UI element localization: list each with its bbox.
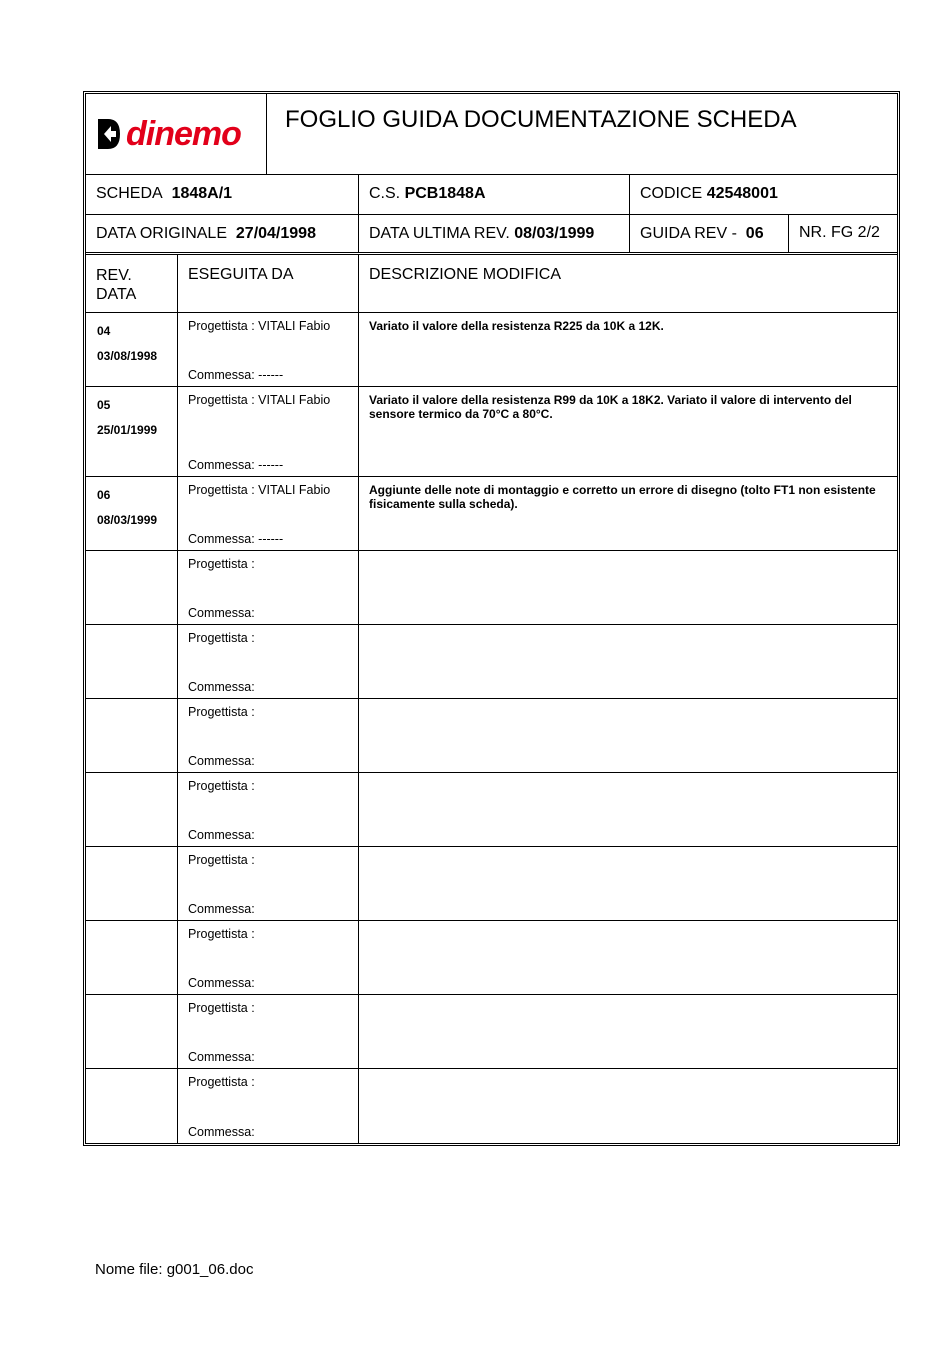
table-row <box>86 847 897 921</box>
rev-data-cell <box>86 625 178 698</box>
commessa-text: Commessa: <box>188 976 255 990</box>
company-logo <box>96 115 241 154</box>
data-ultima-rev-label: DATA ULTIMA REV. <box>369 225 510 242</box>
progettista-text: Progettista : VITALI Fabio <box>188 393 331 407</box>
rev-date: 25/01/1999 <box>97 423 158 437</box>
rev-data-cell <box>86 477 178 550</box>
descrizione-cell <box>359 773 897 846</box>
progettista-text: Progettista : <box>188 927 255 941</box>
eseguita-da-cell <box>178 921 359 994</box>
scheda-value: 1848A/1 <box>171 185 233 202</box>
logo-cell <box>86 94 267 174</box>
progettista-text: Progettista : <box>188 853 255 867</box>
table-row <box>86 551 897 625</box>
table-row <box>86 1069 897 1143</box>
commessa-text: Commessa: <box>188 1125 255 1139</box>
commessa-text: Commessa: <box>188 680 255 694</box>
table-row <box>86 773 897 847</box>
table-row <box>86 921 897 995</box>
eseguita-da-cell <box>178 387 359 476</box>
logo-mark-icon <box>96 117 122 151</box>
descrizione-cell <box>359 551 897 624</box>
eseguita-da-cell <box>178 699 359 772</box>
commessa-text: Commessa: ------ <box>188 458 284 472</box>
data-originale-cell <box>86 215 359 252</box>
commessa-text: Commessa: <box>188 902 255 916</box>
rev-data-cell <box>86 995 178 1068</box>
rev-data-cell <box>86 1069 178 1143</box>
col-descrizione-header: DESCRIZIONE MODIFICA <box>369 266 562 283</box>
codice-cell <box>630 175 897 214</box>
eseguita-da-cell <box>178 625 359 698</box>
data-ultima-rev-cell <box>359 215 630 252</box>
eseguita-da-cell <box>178 1069 359 1143</box>
col-eseguita-da-header: ESEGUITA DA <box>178 255 359 312</box>
descrizione-cell <box>359 625 897 698</box>
col-data-label: DATA <box>96 286 137 303</box>
progettista-text: Progettista : <box>188 1075 255 1089</box>
col-rev-label: REV. <box>96 267 132 284</box>
guida-rev-value: 06 <box>745 225 764 242</box>
eseguita-da-cell <box>178 313 359 386</box>
rev-data-cell <box>86 387 178 476</box>
rev-data-cell <box>86 847 178 920</box>
progettista-text: Progettista : VITALI Fabio <box>188 483 331 497</box>
rev-data-cell <box>86 921 178 994</box>
form-header <box>86 94 897 175</box>
descrizione-cell <box>359 699 897 772</box>
footer-filename: Nome file: g001_06.doc <box>95 1261 254 1278</box>
commessa-text: Commessa: <box>188 1050 255 1064</box>
eseguita-da-cell <box>178 995 359 1068</box>
codice-value: 42548001 <box>706 185 778 202</box>
progettista-text: Progettista : <box>188 631 255 645</box>
descrizione-cell: Variato il valore della resistenza R99 da 10K a 18K2. Variato il valore di intervento del sensore termico da 70°C a 80°C. <box>369 393 852 421</box>
table-row <box>86 699 897 773</box>
rev-number: 06 <box>97 488 111 502</box>
eseguita-da-cell <box>178 847 359 920</box>
nr-fg-cell: NR. FG 2/2 <box>799 224 880 241</box>
commessa-text: Commessa: <box>188 606 255 620</box>
page-title: FOGLIO GUIDA DOCUMENTAZIONE SCHEDA <box>285 106 797 133</box>
logo-text: dinemo <box>126 114 241 153</box>
descrizione-cell: Aggiunte delle note di montaggio e corretto un errore di disegno (tolto FT1 non esistente fisicamente sulla scheda). <box>369 483 876 511</box>
data-originale-label: DATA ORIGINALE <box>96 225 227 242</box>
cs-cell <box>359 175 630 214</box>
data-originale-value: 27/04/1998 <box>235 225 316 242</box>
descrizione-cell <box>359 1069 897 1143</box>
progettista-text: Progettista : <box>188 779 255 793</box>
table-row <box>86 313 897 387</box>
data-ultima-rev-value: 08/03/1999 <box>514 225 595 242</box>
cs-value: PCB1848A <box>404 185 486 202</box>
info-row-1 <box>86 175 897 215</box>
rev-number: 05 <box>97 398 111 412</box>
commessa-text: Commessa: <box>188 828 255 842</box>
guida-rev-cell <box>630 215 789 252</box>
rev-data-cell <box>86 551 178 624</box>
col-rev-data-header <box>86 255 178 312</box>
rev-date: 03/08/1998 <box>97 349 158 363</box>
rev-data-cell <box>86 699 178 772</box>
descrizione-cell <box>359 921 897 994</box>
rev-data-cell <box>86 313 178 386</box>
revision-table-body <box>86 313 897 1143</box>
eseguita-da-cell <box>178 477 359 550</box>
table-row <box>86 995 897 1069</box>
rev-date: 08/03/1999 <box>97 513 158 527</box>
document-form <box>83 91 900 1146</box>
progettista-text: Progettista : <box>188 557 255 571</box>
scheda-cell <box>86 175 359 214</box>
progettista-text: Progettista : <box>188 705 255 719</box>
rev-data-cell <box>86 773 178 846</box>
eseguita-da-cell <box>178 773 359 846</box>
rev-number: 04 <box>97 324 111 338</box>
scheda-label: SCHEDA <box>96 185 163 202</box>
table-row <box>86 477 897 551</box>
table-row <box>86 625 897 699</box>
descrizione-cell: Variato il valore della resistenza R225 da 10K a 12K. <box>369 319 664 333</box>
progettista-text: Progettista : <box>188 1001 255 1015</box>
commessa-text: Commessa: ------ <box>188 532 284 546</box>
commessa-text: Commessa: ------ <box>188 368 284 382</box>
codice-label: CODICE <box>640 185 703 202</box>
cs-label: C.S. <box>369 185 401 202</box>
descrizione-cell <box>359 995 897 1068</box>
progettista-text: Progettista : VITALI Fabio <box>188 319 331 333</box>
eseguita-da-cell <box>178 551 359 624</box>
commessa-text: Commessa: <box>188 754 255 768</box>
table-row <box>86 387 897 477</box>
info-row-2 <box>86 215 897 255</box>
table-header <box>86 255 897 313</box>
descrizione-cell <box>359 847 897 920</box>
guida-rev-label: GUIDA REV - <box>640 225 737 242</box>
